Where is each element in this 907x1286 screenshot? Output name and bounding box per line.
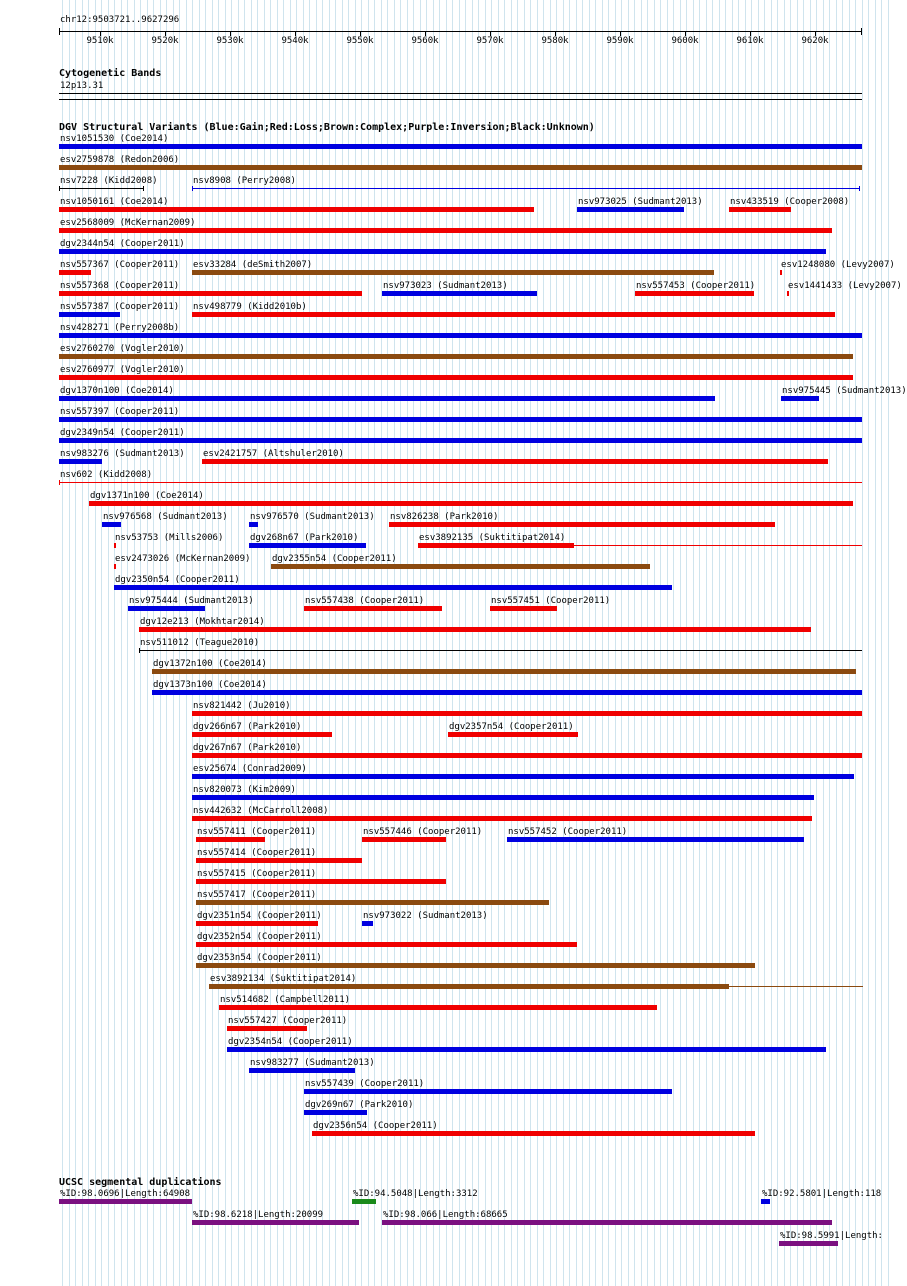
ruler-tick-label: 9550k — [346, 36, 374, 46]
variant-label: dgv2350n54 (Cooper2011) — [115, 575, 240, 585]
grid-line — [62, 0, 63, 1286]
variant-label: nsv498779 (Kidd2010b) — [193, 302, 307, 312]
variant-label: esv2473026 (McKernan2009) — [115, 554, 251, 564]
variant-bar — [219, 1005, 657, 1010]
grid-line — [862, 0, 863, 1286]
variant-bar — [448, 732, 578, 737]
grid-line — [712, 0, 713, 1286]
grid-line — [797, 0, 798, 1286]
variant-bar — [304, 606, 442, 611]
variant-bar — [781, 396, 819, 401]
grid-line — [875, 0, 876, 1286]
variant-bar — [192, 774, 854, 779]
ruler-tick-label: 9590k — [606, 36, 634, 46]
variant-label: nsv602 (Kidd2008) — [60, 470, 153, 480]
variant-label: nsv557427 (Cooper2011) — [228, 1016, 348, 1026]
variant-label: nsv820073 (Kim2009) — [193, 785, 296, 795]
ruler-tick-label: 9600k — [671, 36, 699, 46]
grid-line — [277, 0, 278, 1286]
variant-label: esv25674 (Conrad2009) — [193, 764, 307, 774]
variant-label: nsv557367 (Cooper2011) — [60, 260, 180, 270]
ruler-end-tick — [861, 28, 862, 35]
grid-line — [803, 0, 804, 1286]
variant-bar — [114, 543, 116, 548]
variant-label: nsv976570 (Sudmant2013) — [250, 512, 375, 522]
ruler-tick-label: 9520k — [151, 36, 179, 46]
variant-label: dgv2354n54 (Cooper2011) — [228, 1037, 353, 1047]
grid-line — [810, 0, 811, 1286]
variant-bar — [196, 858, 362, 863]
grid-line — [745, 0, 746, 1286]
variant-bar — [59, 375, 853, 380]
variant-bar — [196, 921, 318, 926]
variant-label: dgv1370n100 (Coe2014) — [60, 386, 174, 396]
grid-line — [264, 0, 265, 1286]
ruler-tick-label: 9580k — [541, 36, 569, 46]
grid-line — [75, 0, 76, 1286]
variant-bar — [152, 690, 862, 695]
variant-bar — [196, 879, 446, 884]
cytoband-bar-top — [59, 93, 862, 94]
grid-line — [296, 0, 297, 1286]
variant-bar — [59, 1199, 192, 1204]
variant-bar — [227, 1026, 307, 1031]
variant-bar — [102, 522, 121, 527]
variant-bar — [192, 270, 714, 275]
variant-bar — [418, 543, 574, 548]
variant-bar — [59, 249, 826, 254]
variant-label: esv2421757 (Altshuler2010) — [203, 449, 344, 459]
variant-label: nsv557446 (Cooper2011) — [363, 827, 483, 837]
variant-bar — [192, 732, 332, 737]
grid-line — [888, 0, 889, 1286]
variant-bar — [362, 921, 373, 926]
variant-bar — [209, 984, 729, 989]
variant-bar — [139, 627, 811, 632]
variant-bar — [304, 1110, 367, 1115]
variant-bar — [59, 312, 120, 317]
variant-label: dgv1371n100 (Coe2014) — [90, 491, 204, 501]
variant-label: nsv557415 (Cooper2011) — [197, 869, 317, 879]
variant-label: nsv557439 (Cooper2011) — [305, 1079, 425, 1089]
grid-line — [270, 0, 271, 1286]
variant-bar — [59, 333, 862, 338]
variant-label: esv2759878 (Redon2006) — [60, 155, 180, 165]
variant-bar — [304, 1089, 672, 1094]
ruler-start-tick — [59, 28, 60, 35]
variant-label: dgv2357n54 (Cooper2011) — [449, 722, 574, 732]
variant-label: nsv973022 (Sudmant2013) — [363, 911, 488, 921]
grid-line — [751, 0, 752, 1286]
variant-label: nsv1051530 (Coe2014) — [60, 134, 169, 144]
variant-bar — [59, 396, 715, 401]
variant-label: dgv2344n54 (Cooper2011) — [60, 239, 185, 249]
variant-label: nsv975445 (Sudmant2013) — [782, 386, 907, 396]
grid-line — [693, 0, 694, 1286]
variant-label: dgv2351n54 (Cooper2011) — [197, 911, 322, 921]
variant-label: nsv557452 (Cooper2011) — [508, 827, 628, 837]
variant-label: dgv2356n54 (Cooper2011) — [313, 1121, 438, 1131]
variant-bar — [196, 963, 755, 968]
variant-bar — [128, 606, 205, 611]
grid-line — [95, 0, 96, 1286]
grid-line — [680, 0, 681, 1286]
grid-line — [738, 0, 739, 1286]
variant-bar — [192, 1220, 359, 1225]
variant-bar — [192, 753, 862, 758]
variant-bar — [59, 438, 862, 443]
variant-bar — [192, 312, 835, 317]
variant-label: nsv973025 (Sudmant2013) — [578, 197, 703, 207]
grid-line — [855, 0, 856, 1286]
variant-bar — [779, 1241, 838, 1246]
variant-label: nsv1050161 (Coe2014) — [60, 197, 169, 207]
variant-label: nsv514682 (Campbell2011) — [220, 995, 351, 1005]
variant-bar — [635, 291, 754, 296]
variant-bar — [192, 816, 812, 821]
variant-label: nsv557451 (Cooper2011) — [491, 596, 611, 606]
grid-line — [758, 0, 759, 1286]
grid-line — [771, 0, 772, 1286]
variant-label: nsv442632 (McCarroll2008) — [193, 806, 329, 816]
grid-line — [784, 0, 785, 1286]
variant-label: %ID:92.5801|Length:118 — [762, 1189, 882, 1199]
variant-bar — [729, 207, 791, 212]
variant-bar — [89, 501, 853, 506]
grid-line — [283, 0, 284, 1286]
variant-bar — [787, 291, 789, 296]
grid-line — [699, 0, 700, 1286]
ruler-tick-label: 9540k — [281, 36, 309, 46]
position-label: chr12:9503721..9627296 — [60, 15, 180, 25]
variant-label: nsv53753 (Mills2006) — [115, 533, 224, 543]
variant-label: esv2760270 (Vogler2010) — [60, 344, 185, 354]
grid-line — [777, 0, 778, 1286]
variant-bar — [59, 144, 862, 149]
variant-label: nsv976568 (Sudmant2013) — [103, 512, 228, 522]
variant-label: nsv557397 (Cooper2011) — [60, 407, 180, 417]
grid-line — [127, 0, 128, 1286]
variant-label: nsv7228 (Kidd2008) — [60, 176, 158, 186]
grid-line — [88, 0, 89, 1286]
variant-bar — [59, 188, 144, 189]
grid-line — [69, 0, 70, 1286]
variant-label: dgv2349n54 (Cooper2011) — [60, 428, 185, 438]
grid-line — [108, 0, 109, 1286]
variant-bar — [59, 459, 102, 464]
cytoband-track-title[interactable]: Cytogenetic Bands — [59, 68, 162, 79]
variant-bar — [59, 291, 362, 296]
variant-bar — [352, 1199, 376, 1204]
variant-bar — [227, 1047, 826, 1052]
grid-line — [121, 0, 122, 1286]
variant-bar — [139, 650, 862, 651]
variant-bar — [389, 522, 775, 527]
ruler-tick-label: 9510k — [86, 36, 114, 46]
variant-label: dgv1373n100 (Coe2014) — [153, 680, 267, 690]
variant-bar — [59, 417, 862, 422]
variant-label: nsv8908 (Perry2008) — [193, 176, 296, 186]
segdup-track-title[interactable]: UCSC segmental duplications — [59, 1177, 222, 1188]
variant-bar — [59, 228, 832, 233]
grid-line — [686, 0, 687, 1286]
grid-line — [719, 0, 720, 1286]
grid-line — [764, 0, 765, 1286]
variant-label: nsv983277 (Sudmant2013) — [250, 1058, 375, 1068]
variant-label: nsv973023 (Sudmant2013) — [383, 281, 508, 291]
grid-line — [849, 0, 850, 1286]
variant-label: %ID:98.0696|Length:64908 — [60, 1189, 191, 1199]
grid-line — [673, 0, 674, 1286]
variant-label: dgv2352n54 (Cooper2011) — [197, 932, 322, 942]
variant-bar — [59, 270, 91, 275]
variant-label: nsv557414 (Cooper2011) — [197, 848, 317, 858]
variant-bar — [114, 585, 672, 590]
variant-label: nsv821442 (Ju2010) — [193, 701, 291, 711]
variant-label: %ID:94.5048|Length:3312 — [353, 1189, 478, 1199]
variant-bar — [249, 522, 258, 527]
variant-label: dgv2353n54 (Cooper2011) — [197, 953, 322, 963]
variant-label: esv2568009 (McKernan2009) — [60, 218, 196, 228]
variant-bar — [249, 543, 366, 548]
grid-line — [706, 0, 707, 1286]
variant-label: nsv983276 (Sudmant2013) — [60, 449, 185, 459]
variant-bar — [59, 482, 862, 483]
variant-label: nsv433519 (Cooper2008) — [730, 197, 850, 207]
variant-bar — [780, 270, 782, 275]
grid-line — [842, 0, 843, 1286]
grid-line — [836, 0, 837, 1286]
variant-label: nsv557368 (Cooper2011) — [60, 281, 180, 291]
variant-label: nsv557453 (Cooper2011) — [636, 281, 756, 291]
variant-label: esv3892134 (Suktitipat2014) — [210, 974, 357, 984]
grid-line — [82, 0, 83, 1286]
variant-bar — [196, 900, 549, 905]
variant-bar — [249, 1068, 355, 1073]
grid-line — [881, 0, 882, 1286]
ruler-tick-label: 9610k — [736, 36, 764, 46]
variant-label: dgv2355n54 (Cooper2011) — [272, 554, 397, 564]
grid-line — [868, 0, 869, 1286]
variant-bar — [507, 837, 804, 842]
variant-label: %ID:98.066|Length:68665 — [383, 1210, 508, 1220]
variant-bar — [59, 207, 534, 212]
grid-line — [790, 0, 791, 1286]
variant-label: nsv557438 (Cooper2011) — [305, 596, 425, 606]
ruler-axis — [59, 31, 862, 32]
variant-label: nsv428271 (Perry2008b) — [60, 323, 180, 333]
grid-line — [816, 0, 817, 1286]
cytoband-label: 12p13.31 — [60, 81, 104, 91]
ruler-tick-label: 9620k — [801, 36, 829, 46]
variant-bar — [382, 1220, 832, 1225]
cytoband-bar-bottom — [59, 99, 862, 100]
variant-bar — [761, 1199, 770, 1204]
grid-line — [823, 0, 824, 1286]
variant-label: nsv557387 (Cooper2011) — [60, 302, 180, 312]
variant-label: dgv269n67 (Park2010) — [305, 1100, 414, 1110]
variant-bar — [271, 564, 650, 569]
grid-line — [101, 0, 102, 1286]
variant-label: nsv511012 (Teague2010) — [140, 638, 260, 648]
variant-label: esv1441433 (Levy2007) — [788, 281, 902, 291]
variant-label: dgv268n67 (Park2010) — [250, 533, 359, 543]
variant-extension-line — [574, 545, 862, 546]
variant-label: dgv266n67 (Park2010) — [193, 722, 302, 732]
variant-label: esv2760977 (Vogler2010) — [60, 365, 185, 375]
variant-label: nsv975444 (Sudmant2013) — [129, 596, 254, 606]
variant-label: esv1248080 (Levy2007) — [781, 260, 895, 270]
variant-bar — [362, 837, 446, 842]
ruler-tick-label: 9560k — [411, 36, 439, 46]
ruler-tick-label: 9570k — [476, 36, 504, 46]
variant-bar — [192, 795, 814, 800]
grid-line — [290, 0, 291, 1286]
grid-line — [732, 0, 733, 1286]
variant-bar — [192, 711, 862, 716]
variant-label: dgv12e213 (Mokhtar2014) — [140, 617, 265, 627]
variant-bar — [59, 354, 853, 359]
variant-label: %ID:98.5991|Length: — [780, 1231, 883, 1241]
dgv-track-title[interactable]: DGV Structural Variants (Blue:Gain;Red:Loss;Brown:Complex;Purple:Inversion;Black:Unknown) — [59, 122, 595, 133]
ruler-tick-label: 9530k — [216, 36, 244, 46]
variant-label: dgv267n67 (Park2010) — [193, 743, 302, 753]
variant-bar — [490, 606, 557, 611]
variant-bar — [114, 564, 116, 569]
variant-label: esv33284 (deSmith2007) — [193, 260, 313, 270]
grid-line — [829, 0, 830, 1286]
variant-label: nsv826238 (Park2010) — [390, 512, 499, 522]
variant-extension-line — [729, 986, 863, 987]
variant-label: nsv557417 (Cooper2011) — [197, 890, 317, 900]
variant-bar — [192, 188, 860, 189]
variant-bar — [312, 1131, 755, 1136]
variant-bar — [382, 291, 537, 296]
variant-bar — [196, 837, 265, 842]
grid-line — [114, 0, 115, 1286]
variant-bar — [577, 207, 684, 212]
variant-bar — [202, 459, 828, 464]
variant-label: dgv1372n100 (Coe2014) — [153, 659, 267, 669]
variant-label: nsv557411 (Cooper2011) — [197, 827, 317, 837]
grid-line — [725, 0, 726, 1286]
variant-bar — [196, 942, 577, 947]
grid-line — [134, 0, 135, 1286]
variant-label: %ID:98.6218|Length:20099 — [193, 1210, 324, 1220]
variant-label: esv3892135 (Suktitipat2014) — [419, 533, 566, 543]
variant-bar — [152, 669, 856, 674]
variant-bar — [59, 165, 862, 170]
